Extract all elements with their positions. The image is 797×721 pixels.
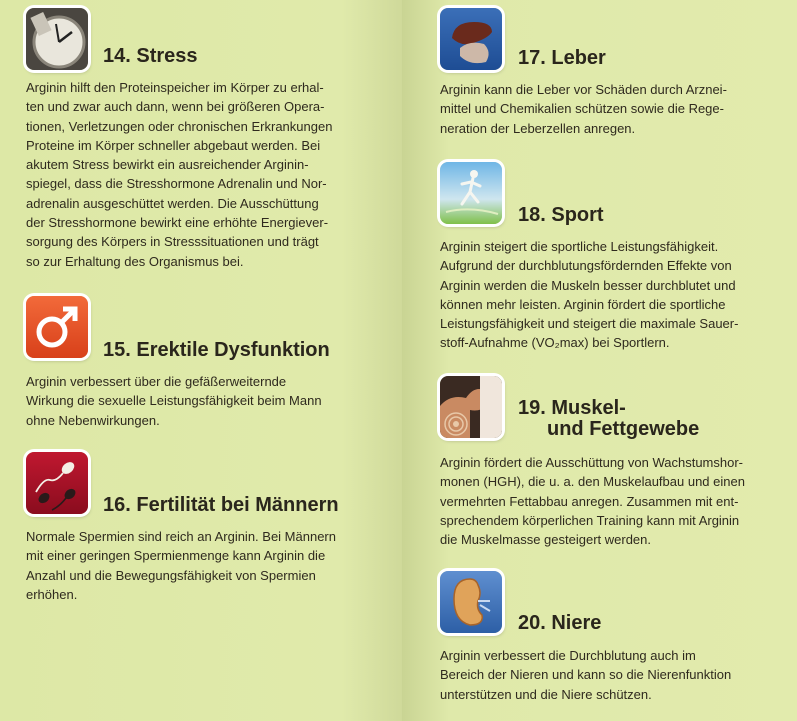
section-text xyxy=(440,646,785,704)
runner-icon xyxy=(440,162,502,224)
section-text xyxy=(440,453,785,549)
section-text xyxy=(26,78,386,271)
text-line: so zur Erhaltung des Organismus bei. xyxy=(26,253,244,269)
text-line: sprechendem körperlichen Training kann mit Arginin xyxy=(440,512,740,528)
section-title: 20. Niere xyxy=(518,612,602,634)
text-line: tionen, Verletzungen oder chronischen Erkrankungen xyxy=(26,118,333,134)
section-text xyxy=(440,237,785,353)
text-line: monen (HGH), die u. a. den Muskelaufbau und einen xyxy=(440,474,745,490)
text-line: der Stresshormone bewirkt eine erhöhte Energiever- xyxy=(26,215,329,231)
text-line: neration der Leberzellen anregen. xyxy=(440,120,636,136)
text-line: vermehrten Fettabbau anregen. Zusammen mit ent- xyxy=(440,493,739,509)
section-text xyxy=(440,80,785,138)
liver-icon xyxy=(440,8,502,70)
section-title: 15. Erektile Dysfunktion xyxy=(103,339,330,361)
kidney-icon xyxy=(440,571,502,633)
text-line: Arginin steigert die sportliche Leistungsfähigkeit. xyxy=(440,239,719,254)
text-line: Anzahl und die Bewegungsfähigkeit von Spermien xyxy=(26,567,316,583)
section-title: 17. Leber xyxy=(518,47,606,69)
text-line: sorgung des Körpers in Stresssituationen und trägt xyxy=(26,234,319,250)
text-line: Arginin kann die Leber vor Schäden durch Arznei- xyxy=(440,82,727,97)
section-title-line2: und Fettgewebe xyxy=(547,418,700,440)
text-line: können mehr leisten. Arginin fördert die sportliche xyxy=(440,296,726,312)
text-line: Aufgrund der durchblutungsfördernden Effekte von xyxy=(440,258,732,274)
text-line: unterstützen und die Niere schützen. xyxy=(440,686,652,702)
section-text xyxy=(26,372,386,430)
text-line: Arginin werden die Muskeln besser durchblutet und xyxy=(440,277,736,293)
section-title: 14. Stress xyxy=(103,45,198,67)
text-line: Arginin verbessert die Durchblutung auch im xyxy=(440,648,696,663)
text-line: Arginin fördert die Ausschüttung von Wachstumshor- xyxy=(440,455,743,470)
text-line: mittel und Chemikalien schützen sowie die Rege- xyxy=(440,101,724,117)
text-line: Leistungsfähigkeit und steigert die maximale Sauer- xyxy=(440,316,739,332)
male-symbol-icon xyxy=(26,296,88,358)
text-line: erhöhen. xyxy=(26,586,78,602)
text-line: adrenalin ausgeschüttet werden. Die Ausschüttung xyxy=(26,195,319,211)
text-line: die Muskelmasse gesteigert werden. xyxy=(440,532,651,548)
section-title-line1: 19. Muskel- xyxy=(518,397,626,419)
muscle-arm-icon xyxy=(440,376,502,438)
text-line: akutem Stress bewirkt ein ausreichender Arginin- xyxy=(26,157,309,173)
text-line: mit einer geringen Spermienmenge kann Arginin die xyxy=(26,548,326,564)
text-line: ten und zwar auch dann, wenn bei größeren Opera- xyxy=(26,99,325,115)
text-line: Normale Spermien sind reich an Arginin. Bei Männern xyxy=(26,529,336,544)
clock-stress-icon xyxy=(26,8,88,70)
text-line: spiegel, dass die Stresshormone Adrenalin und Nor- xyxy=(26,176,327,192)
section-text xyxy=(26,527,386,604)
text-line: Proteine im Körper schneller abgebaut werden. Bei xyxy=(26,137,321,153)
text-line: Bereich der Nieren und kann so die Nierenfunktion xyxy=(440,667,732,683)
section-title: 16. Fertilität bei Männern xyxy=(103,494,339,516)
sperm-cells-icon xyxy=(26,452,88,514)
text-line: Wirkung die sexuelle Leistungsfähigkeit beim Mann xyxy=(26,393,322,409)
text-line: stoff-Aufnahme (VO₂max) bei Sportlern. xyxy=(440,335,670,351)
text-line: Arginin verbessert über die gefäßerweiternde xyxy=(26,374,287,389)
text-line: ohne Nebenwirkungen. xyxy=(26,412,160,428)
text-line: Arginin hilft den Proteinspeicher im Körper zu erhal- xyxy=(26,80,324,95)
section-title: 18. Sport xyxy=(518,204,604,226)
